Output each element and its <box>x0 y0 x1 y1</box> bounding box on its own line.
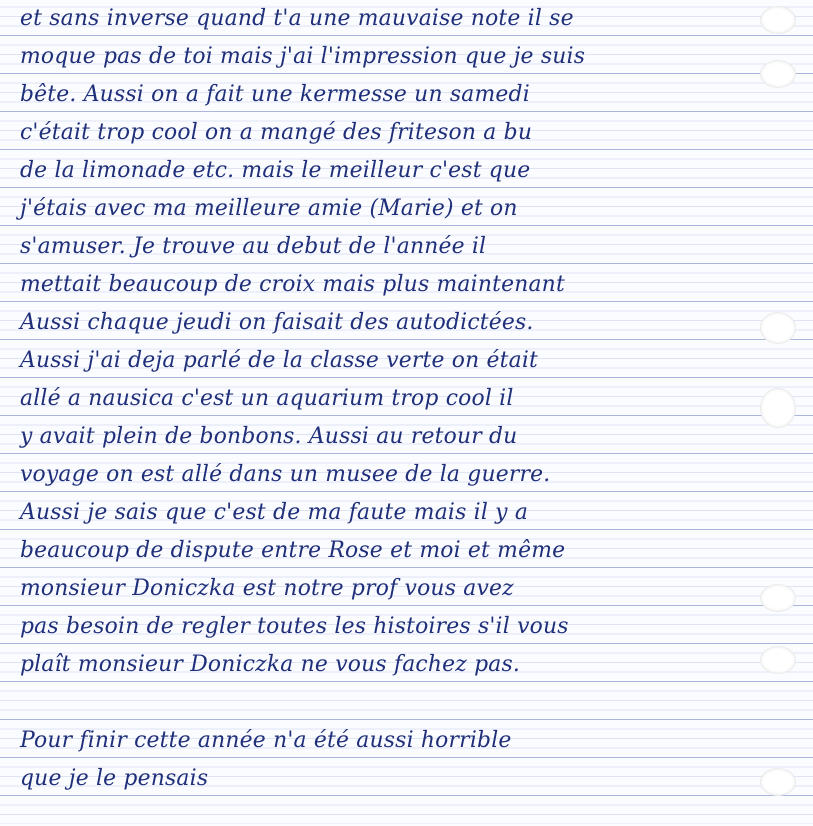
punch-hole <box>760 312 796 344</box>
punch-hole <box>760 768 796 796</box>
text-line: y avait plein de bonbons. Aussi au retour du <box>20 424 518 449</box>
text-line: voyage on est allé dans un musee de la guerre. <box>20 462 551 487</box>
text-line: j'étais avec ma meilleure amie (Marie) et on <box>20 196 518 221</box>
text-line: Pour finir cette année n'a été aussi horrible <box>20 728 512 753</box>
text-line: Aussi chaque jeudi on faisait des autodictées. <box>20 310 534 335</box>
text-line: bête. Aussi on a fait une kermesse un samedi <box>20 82 530 107</box>
text-line: moque pas de toi mais j'ai l'impression que je suis <box>20 44 586 69</box>
text-line: beaucoup de dispute entre Rose et moi et même <box>20 538 566 563</box>
blank-line <box>20 684 760 722</box>
text-line: c'était trop cool on a mangé des friteson a bu <box>20 120 533 145</box>
text-line: Aussi je sais que c'est de ma faute mais il y a <box>20 500 529 525</box>
text-line: mettait beaucoup de croix mais plus maintenant <box>20 272 565 297</box>
handwritten-text <box>20 0 765 798</box>
punch-hole <box>760 388 796 428</box>
text-line: allé a nausica c'est un aquarium trop cool il <box>20 386 514 411</box>
text-line: que je le pensais <box>20 766 209 791</box>
text-line: et sans inverse quand t'a une mauvaise note il se <box>20 6 574 31</box>
text-line: de la limonade etc. mais le meilleur c'est que <box>20 158 531 183</box>
punch-hole <box>760 584 796 612</box>
punch-hole <box>760 6 796 34</box>
text-line: monsieur Doniczka est notre prof vous avez <box>20 576 514 601</box>
text-line: pas besoin de regler toutes les histoires s'il vous <box>20 614 569 639</box>
punch-hole <box>760 646 796 674</box>
punch-hole <box>760 60 796 88</box>
text-line: plaît monsieur Doniczka ne vous fachez pas. <box>20 652 521 677</box>
text-line: Aussi j'ai deja parlé de la classe verte on était <box>20 348 539 373</box>
text-line: s'amuser. Je trouve au debut de l'année il <box>20 234 487 259</box>
